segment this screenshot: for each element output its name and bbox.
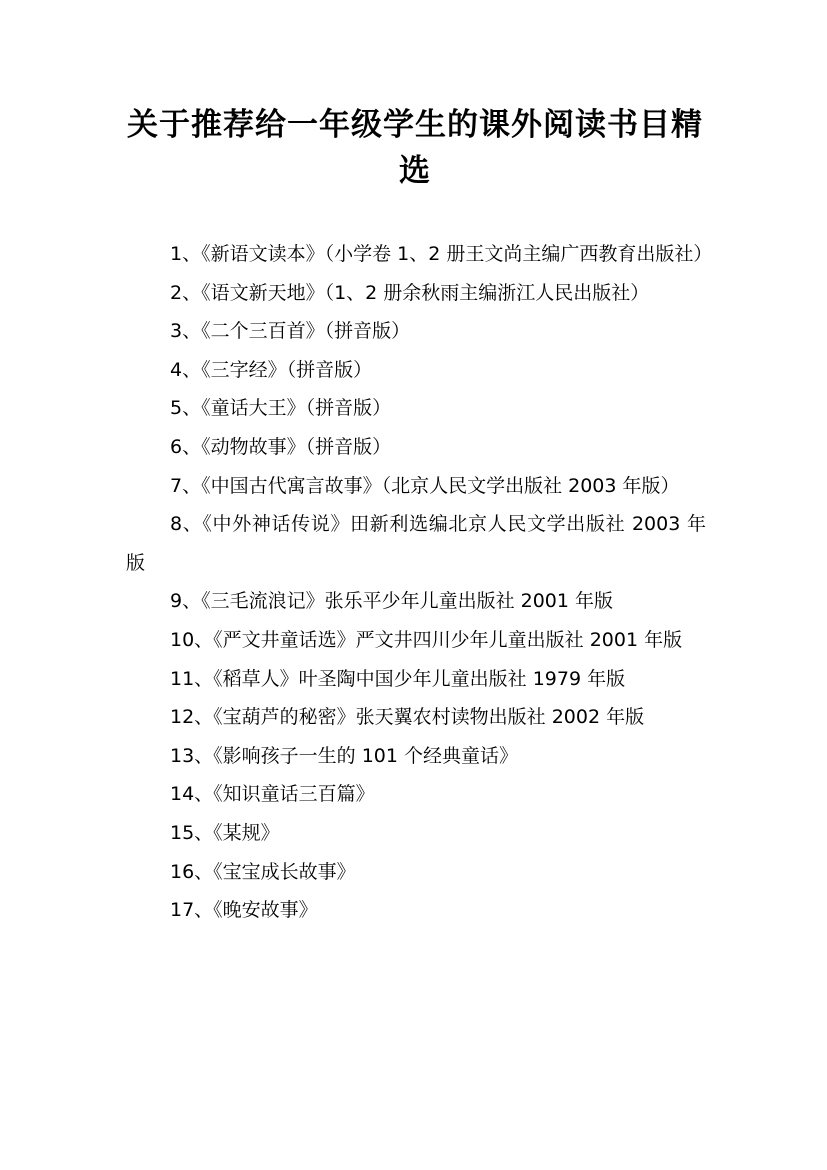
- list-item: 14、《知识童话三百篇》: [170, 783, 375, 806]
- list-item: 6、《动物故事》（拼音版）: [170, 435, 392, 458]
- list-item: 12、《宝葫芦的秘密》张天翼农村读物出版社 2002 年版: [170, 706, 645, 729]
- list-item: 9、《三毛流浪记》张乐平少年儿童出版社 2001 年版: [170, 590, 614, 613]
- list-item: 10、《严文井童话选》严文井四川少年儿童出版社 2001 年版: [170, 628, 683, 651]
- list-item: 7、《中国古代寓言故事》（北京人民文学出版社 2003 年版）: [170, 474, 680, 497]
- list-item: 1、《新语文读本》（小学卷 1、2 册王文尚主编广西教育出版社）: [170, 243, 713, 265]
- list-item: 5、《童话大王》（拼音版）: [170, 397, 392, 420]
- list-item: 16、《宝宝成长故事》: [170, 860, 356, 883]
- list-item: 13、《影响孩子一生的 101 个经典童话》: [170, 744, 519, 767]
- list-item: 11、《稻草人》叶圣陶中国少年儿童出版社 1979 年版: [170, 667, 626, 690]
- list-item: 8、《中外神话传说》田新利选编北京人民文学出版社 2003 年版: [126, 513, 706, 574]
- document-title: 关于推荐给一年级学生的课外阅读书目精选: [127, 107, 703, 189]
- list-item: 17、《晚安故事》: [170, 899, 318, 922]
- list-item: 15、《某规》: [170, 821, 280, 844]
- list-item: 4、《三字经》（拼音版）: [170, 358, 373, 381]
- list-item: 3、《二个三百首》（拼音版）: [170, 320, 411, 343]
- list-item: 2、《语文新天地》（1、2 册余秋雨主编浙江人民出版社）: [170, 281, 650, 304]
- reading-list: [126, 235, 713, 930]
